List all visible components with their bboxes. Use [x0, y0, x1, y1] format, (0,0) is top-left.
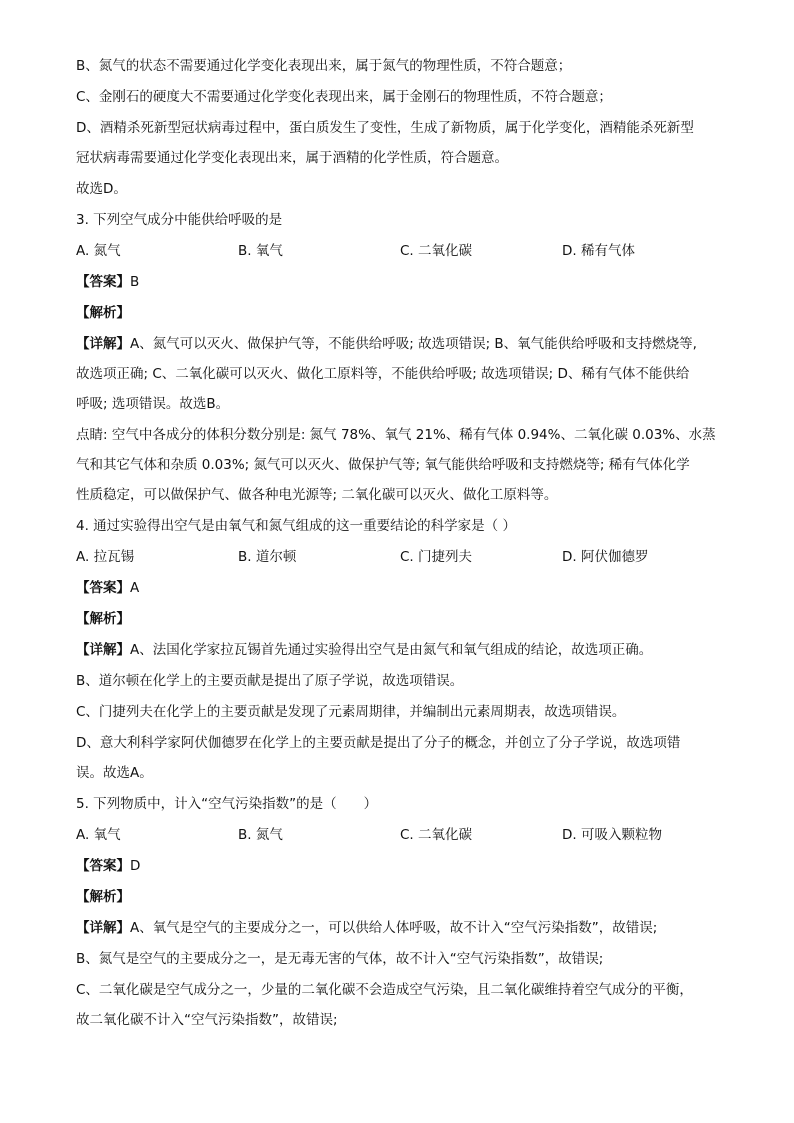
q4-option-a: A. 拉瓦锡: [76, 549, 135, 565]
detail-tag: 【详解】: [76, 336, 130, 352]
detail-tag: 【详解】: [76, 642, 130, 658]
q5-option-b: B. 氮气: [238, 827, 283, 843]
q4-option-b: B. 道尔顿: [238, 549, 297, 565]
q3-detail-text1: A、氮气可以灭火、做保护气等，不能供给呼吸; 故选项错误; B、氧气能供给呼吸和支持燃烧等,: [130, 336, 697, 352]
q3-analysis-heading: [76, 303, 726, 323]
q3-note-line1: 点睛: 空气中各成分的体积分数分别是: 氮气 78%、氧气 21%、稀有气体 0.94%、二氧化碳 0.03%、水蒸: [76, 427, 716, 443]
q4-option-d: D. 阿伏伽德罗: [562, 549, 649, 565]
q5-stem: 5. 下列物质中，计入“空气污染指数”的是（ ）: [76, 796, 378, 812]
answer-tag: 【答案】: [76, 274, 130, 290]
q2-analysis-d-line2: 冠状病毒需要通过化学变化表现出来，属于酒精的化学性质，符合题意。: [76, 150, 508, 166]
q3-answer-value: B: [130, 274, 140, 290]
document-page: [76, 56, 726, 1030]
q3-answer: [76, 272, 726, 292]
q4-detail-d-line2: 误。故选A。: [76, 765, 153, 781]
q4-detail-b: B、道尔顿在化学上的主要贡献是提出了原子学说，故选项错误。: [76, 673, 464, 689]
q5-detail-a: [76, 918, 726, 938]
q5-analysis-heading: [76, 887, 726, 907]
q3-detail-line1: [76, 334, 726, 354]
q5-detail-a-text: A、氧气是空气的主要成分之一，可以供给人体呼吸，故不计入“空气污染指数”，故错误;: [130, 920, 658, 936]
q3-note-line2: 气和其它气体和杂质 0.03%; 氮气可以灭火、做保护气等; 氧气能供给呼吸和支持燃烧等; 稀有气体化学: [76, 457, 690, 473]
q3-option-c: C. 二氧化碳: [400, 243, 473, 259]
q5-option-d: D. 可吸入颗粒物: [562, 827, 662, 843]
q3-option-b: B. 氧气: [238, 243, 283, 259]
q2-analysis-c: C、金刚石的硬度大不需要通过化学变化表现出来，属于金刚石的物理性质，不符合题意；: [76, 89, 612, 105]
q3-option-a: A. 氮气: [76, 243, 121, 259]
q4-option-c: C. 门捷列夫: [400, 549, 473, 565]
q5-detail-c-line2: 故二氧化碳不计入“空气污染指数”，故错误;: [76, 1012, 338, 1028]
detail-tag: 【详解】: [76, 920, 130, 936]
q3-stem: 3. 下列空气成分中能供给呼吸的是: [76, 212, 283, 228]
q4-detail-c: C、门捷列夫在化学上的主要贡献是发现了元素周期律，并编制出元素周期表，故选项错误。: [76, 704, 626, 720]
analysis-tag: 【解析】: [76, 305, 130, 321]
q5-answer: [76, 856, 726, 876]
q4-detail-a-text: A、法国化学家拉瓦锡首先通过实验得出空气是由氮气和氧气组成的结论，故选项正确。: [130, 642, 653, 658]
q4-answer-value: A: [130, 580, 140, 596]
q2-conclusion: 故选D。: [76, 181, 127, 197]
answer-tag: 【答案】: [76, 580, 130, 596]
analysis-tag: 【解析】: [76, 889, 130, 905]
q4-detail-d-line1: D、意大利科学家阿伏伽德罗在化学上的主要贡献是提出了分子的概念，并创立了分子学说，故选项错: [76, 735, 681, 751]
q2-analysis-b: B、氮气的状态不需要通过化学变化表现出来，属于氮气的物理性质，不符合题意；: [76, 58, 572, 74]
q5-detail-c-line1: C、二氧化碳是空气成分之一，少量的二氧化碳不会造成空气污染，且二氧化碳维持着空气成分的平衡，: [76, 982, 693, 998]
q4-stem: 4. 通过实验得出空气是由氧气和氮气组成的这一重要结论的科学家是（ ）: [76, 518, 516, 534]
q5-answer-value: D: [130, 858, 141, 874]
analysis-tag: 【解析】: [76, 611, 130, 627]
q3-note-line3: 性质稳定，可以做保护气、做各种电光源等; 二氧化碳可以灭火、做化工原料等。: [76, 487, 558, 503]
q5-option-a: A. 氧气: [76, 827, 121, 843]
q2-analysis-d-line1: D、酒精杀死新型冠状病毒过程中，蛋白质发生了变性，生成了新物质，属于化学变化，酒精能杀死新型: [76, 120, 694, 136]
q4-answer: [76, 578, 726, 598]
q4-options: [76, 547, 726, 567]
q3-option-d: D. 稀有气体: [562, 243, 635, 259]
q4-analysis-heading: [76, 609, 726, 629]
q3-detail-line2: 故选项正确; C、二氧化碳可以灭火、做化工原料等，不能供给呼吸; 故选项错误; D、稀有气体不能供给: [76, 366, 690, 382]
q3-detail-line3: 呼吸; 选项错误。故选B。: [76, 396, 230, 412]
q5-detail-b: B、氮气是空气的主要成分之一，是无毒无害的气体，故不计入“空气污染指数”，故错误;: [76, 951, 604, 967]
answer-tag: 【答案】: [76, 858, 130, 874]
q3-options: [76, 241, 726, 261]
q5-option-c: C. 二氧化碳: [400, 827, 473, 843]
q4-detail-a: [76, 640, 726, 660]
q5-options: [76, 825, 726, 845]
